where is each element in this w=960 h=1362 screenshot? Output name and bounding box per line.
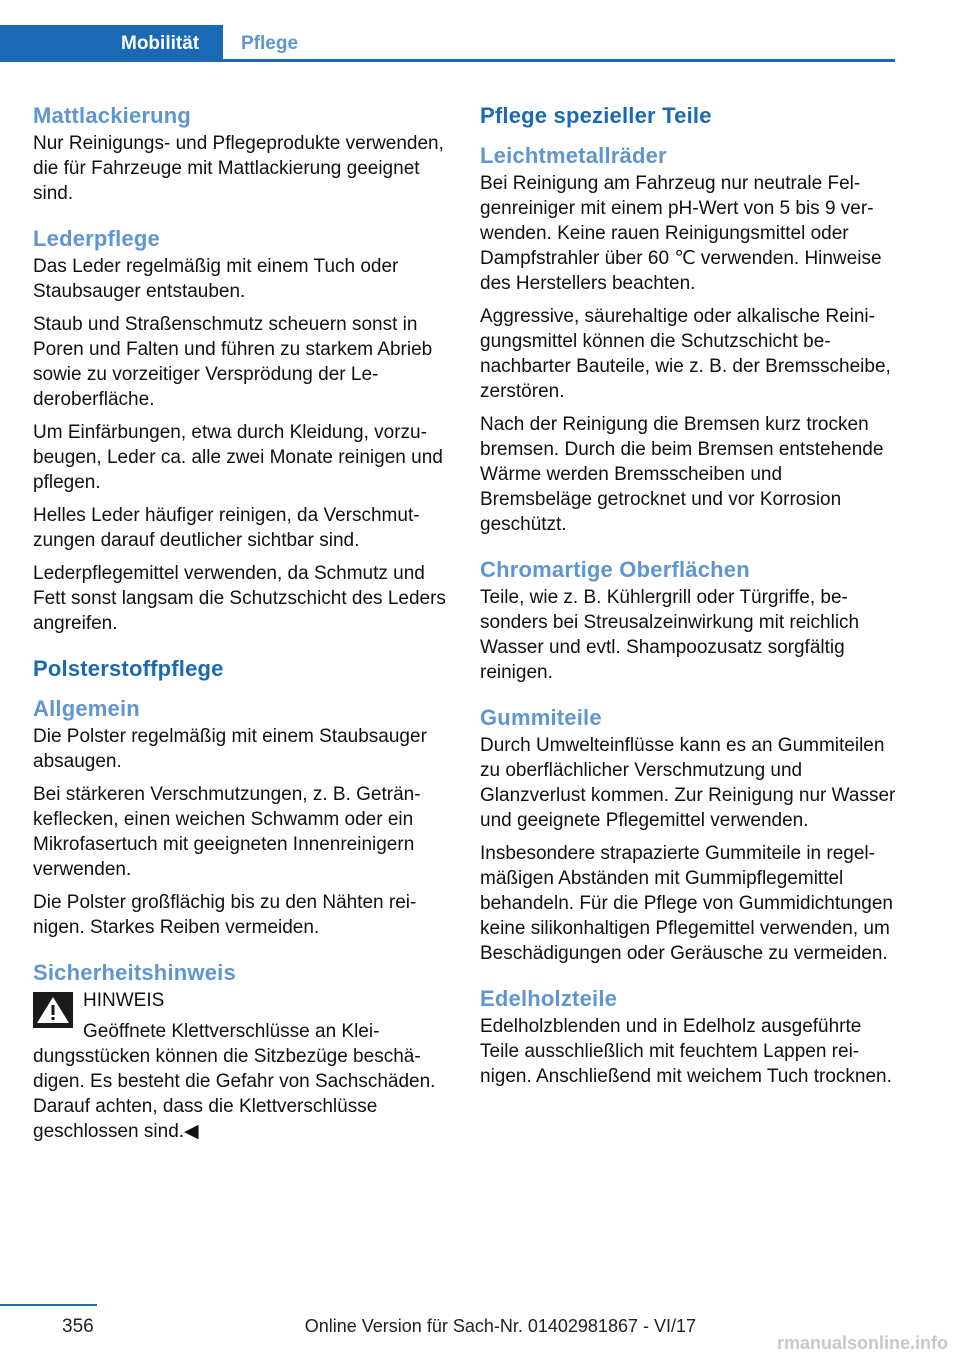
paragraph: Lederpflegemittel verwenden, da Schmutz und Fett sonst langsam die Schutzschicht des Leders angreifen. [33,563,446,634]
heading-chromartige-oberflaechen: Chromartige Oberflächen [480,557,750,582]
heading-mattlackierung: Mattlackierung [33,103,192,128]
paragraph: Die Polster regelmäßig mit einem Staubsauger absaugen. [33,726,427,772]
online-version-note: Online Version für Sach-Nr. 01402981867 - VI/17 [304,1316,696,1336]
paragraph: Insbesondere strapazierte Gummiteile in regelmäßigen Abständen mit Gummipflegemittel behandeln. Für die Pflege von Gummidichtungen keine silikonhaltigen Pflegemittel verwenden, um Beschädigungen oder Geräusche zu vermeiden. [480,843,893,964]
paragraph: Helles Leder häufiger reinigen, da Verschmutzungen darauf deutlicher sichtbar sind. [33,505,420,551]
heading-lederpflege: Lederpflege [33,226,160,251]
paragraph: Die Polster großflächig bis zu den Nähten reinigen. Starkes Reiben vermeiden. [33,892,417,938]
tab-pflege[interactable]: Pflege [241,33,299,54]
paragraph: Aggressive, säurehaltige oder alkalische Reinigungsmittel können die Schutzschicht benachbarter Bauteile, wie z. B. der Bremsscheibe, zerstören. [480,306,891,402]
heading-leichtmetallraeder: Leichtmetallräder [480,143,667,168]
paragraph: Teile, wie z. B. Kühlergrill oder Türgriffe, besonders bei Streusalzeinwirkung mit reichlich Wasser und evtl. Shampoozusatz sorgfältig reinigen. [480,587,860,683]
paragraph: Bei stärkeren Verschmutzungen, z. B. Getränkeflecken, einen weichen Schwamm oder ein Mikrofasertuch mit geeigneten Innenreinigern verwenden. [33,784,421,880]
right-column [480,101,896,1097]
left-column [33,101,449,1152]
paragraph: Nach der Reinigung die Bremsen kurz trocken bremsen. Durch die beim Bremsen entstehende Wärme werden Bremsscheiben und Bremsbeläge getrocknet und vor Korrosion geschützt. [480,414,884,535]
paragraph: Staub und Straßenschmutz scheuern sonst in Poren und Falten und führen zu starkem Abrieb sowie zu vorzeitiger Versprödung der Lederoberfläche. [33,314,433,410]
paragraph: Um Einfärbungen, etwa durch Kleidung, vorzubeugen, Leder ca. alle zwei Monate reinigen und pflegen. [33,422,443,493]
paragraph: Edelholzblenden und in Edelholz ausgeführte Teile ausschließlich mit feuchtem Lappen reinigen. Anschließend mit weichem Tuch trocknen. [480,1016,892,1087]
heading-allgemein: Allgemein [33,696,140,721]
watermark: rmanualsonline.info [776,1333,948,1353]
paragraph: Das Leder regelmäßig mit einem Tuch oder Staubsauger entstauben. [33,256,399,302]
tab-mobilitaet[interactable]: Mobilität [0,25,223,62]
footer-rule [0,1304,97,1306]
paragraph: Bei Reinigung am Fahrzeug nur neutrale Felgenreiniger mit einem pH-Wert von 5 bis 9 verwenden. Keine rauen Reinigungsmittel oder Dampfstrahler über 60 ℃ verwenden. Hinweise des Herstellers beachten. [480,173,882,294]
heading-sicherheitshinweis: Sicherheitshinweis [33,960,236,985]
note-text: Geöffnete Klettverschlüsse an Kleidungsstücken können die Sitzbezüge beschädigen. Es besteht die Gefahr von Sachschäden. Darauf achten, dass die Klettverschlüsse geschlossen sind.◀ [33,1021,436,1142]
note-label: HINWEIS [83,990,165,1011]
paragraph: Durch Umwelteinflüsse kann es an Gummiteilen zu oberflächlicher Verschmutzung und Glanzverlust kommen. Zur Reinigung nur Wasser und geeignete Pflegemittel verwenden. [480,735,896,831]
warning-triangle-icon [33,992,73,1028]
warning-note [33,988,449,1144]
page-number: 356 [62,1316,94,1337]
heading-polsterstoffpflege: Polsterstoffpflege [33,656,224,681]
heading-edelholzteile: Edelholzteile [480,986,618,1011]
heading-gummiteile: Gummiteile [480,705,602,730]
paragraph: Nur Reinigungs- und Pflegeprodukte verwenden, die für Fahrzeuge mit Mattlackierung geeignet sind. [33,133,444,204]
heading-pflege-spezieller-teile: Pflege spezieller Teile [480,103,712,128]
